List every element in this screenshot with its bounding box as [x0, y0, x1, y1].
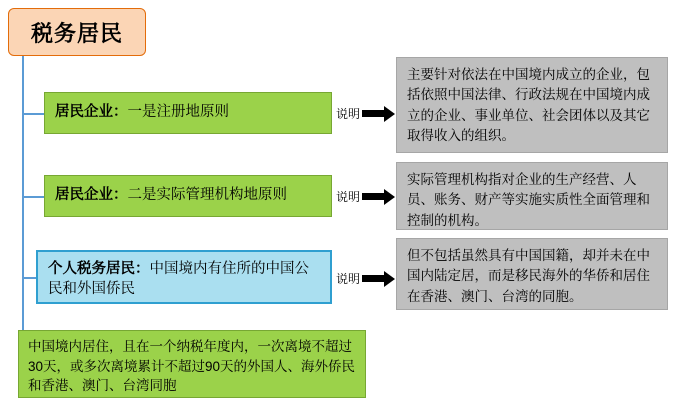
- node-label-1: [55, 103, 229, 123]
- arrow-group-3: [336, 270, 395, 287]
- connector-line-1: [22, 113, 44, 115]
- node-label-3: [48, 261, 309, 297]
- root-label: 税务居民: [30, 20, 123, 46]
- root-node: [8, 8, 146, 56]
- arrow-head-icon-2: [384, 189, 395, 205]
- node-text-1: 一是注册地原则: [127, 104, 229, 121]
- note-residence-days: [18, 330, 366, 398]
- node-resident-enterprise-management: [44, 175, 332, 217]
- node-lead-2: 居民企业：: [55, 187, 128, 204]
- description-resident-enterprise-management: [396, 162, 668, 230]
- arrow-shaft-1: [362, 110, 384, 117]
- description-resident-enterprise-registration: [396, 57, 668, 153]
- arrow-label-3: 说明: [336, 272, 361, 286]
- node-lead-1: 居民企业：: [55, 104, 128, 121]
- description-text-1: 主要针对依法在中国境内成立的企业，包括依照中国法律、行政法规在中国境内成立的企业、事业单位、社会团体以及其它取得收入的组织。: [407, 67, 650, 143]
- description-text-3: 但不包括虽然具有中国国籍，却并未在中国内陆定居，而是移民海外的华侨和居住在香港、澳门、台湾的同胞。: [407, 248, 650, 304]
- note-text: 中国境内居住，且在一个纳税年度内，一次离境不超过30天，或多次离境累计不超过90天的外国人、海外侨民和香港、澳门、台湾同胞: [28, 339, 356, 394]
- arrow-shaft-3: [362, 275, 384, 282]
- arrow-shaft-2: [362, 193, 384, 200]
- arrow-group-1: [336, 105, 395, 122]
- description-text-2: 实际管理机构指对企业的生产经营、人员、账务、财产等实施实质性全面管理和控制的机构。: [407, 172, 650, 228]
- node-resident-enterprise-registration: [44, 92, 332, 134]
- description-individual-tax-resident: [396, 238, 668, 310]
- arrow-group-2: [336, 188, 395, 205]
- arrow-label-2: 说明: [336, 190, 361, 204]
- arrow-head-icon-1: [384, 106, 395, 122]
- node-text-3: 中国境内有住所的中国公民和外国侨民: [48, 261, 309, 298]
- node-text-2: 二是实际管理机构地原则: [127, 187, 287, 204]
- connector-line-2: [22, 196, 44, 198]
- node-label-2: [55, 186, 287, 206]
- node-individual-tax-resident: [36, 250, 332, 304]
- arrow-head-icon-3: [384, 271, 395, 287]
- node-lead-3: 个人税务居民：: [48, 261, 150, 277]
- arrow-label-1: 说明: [336, 107, 361, 121]
